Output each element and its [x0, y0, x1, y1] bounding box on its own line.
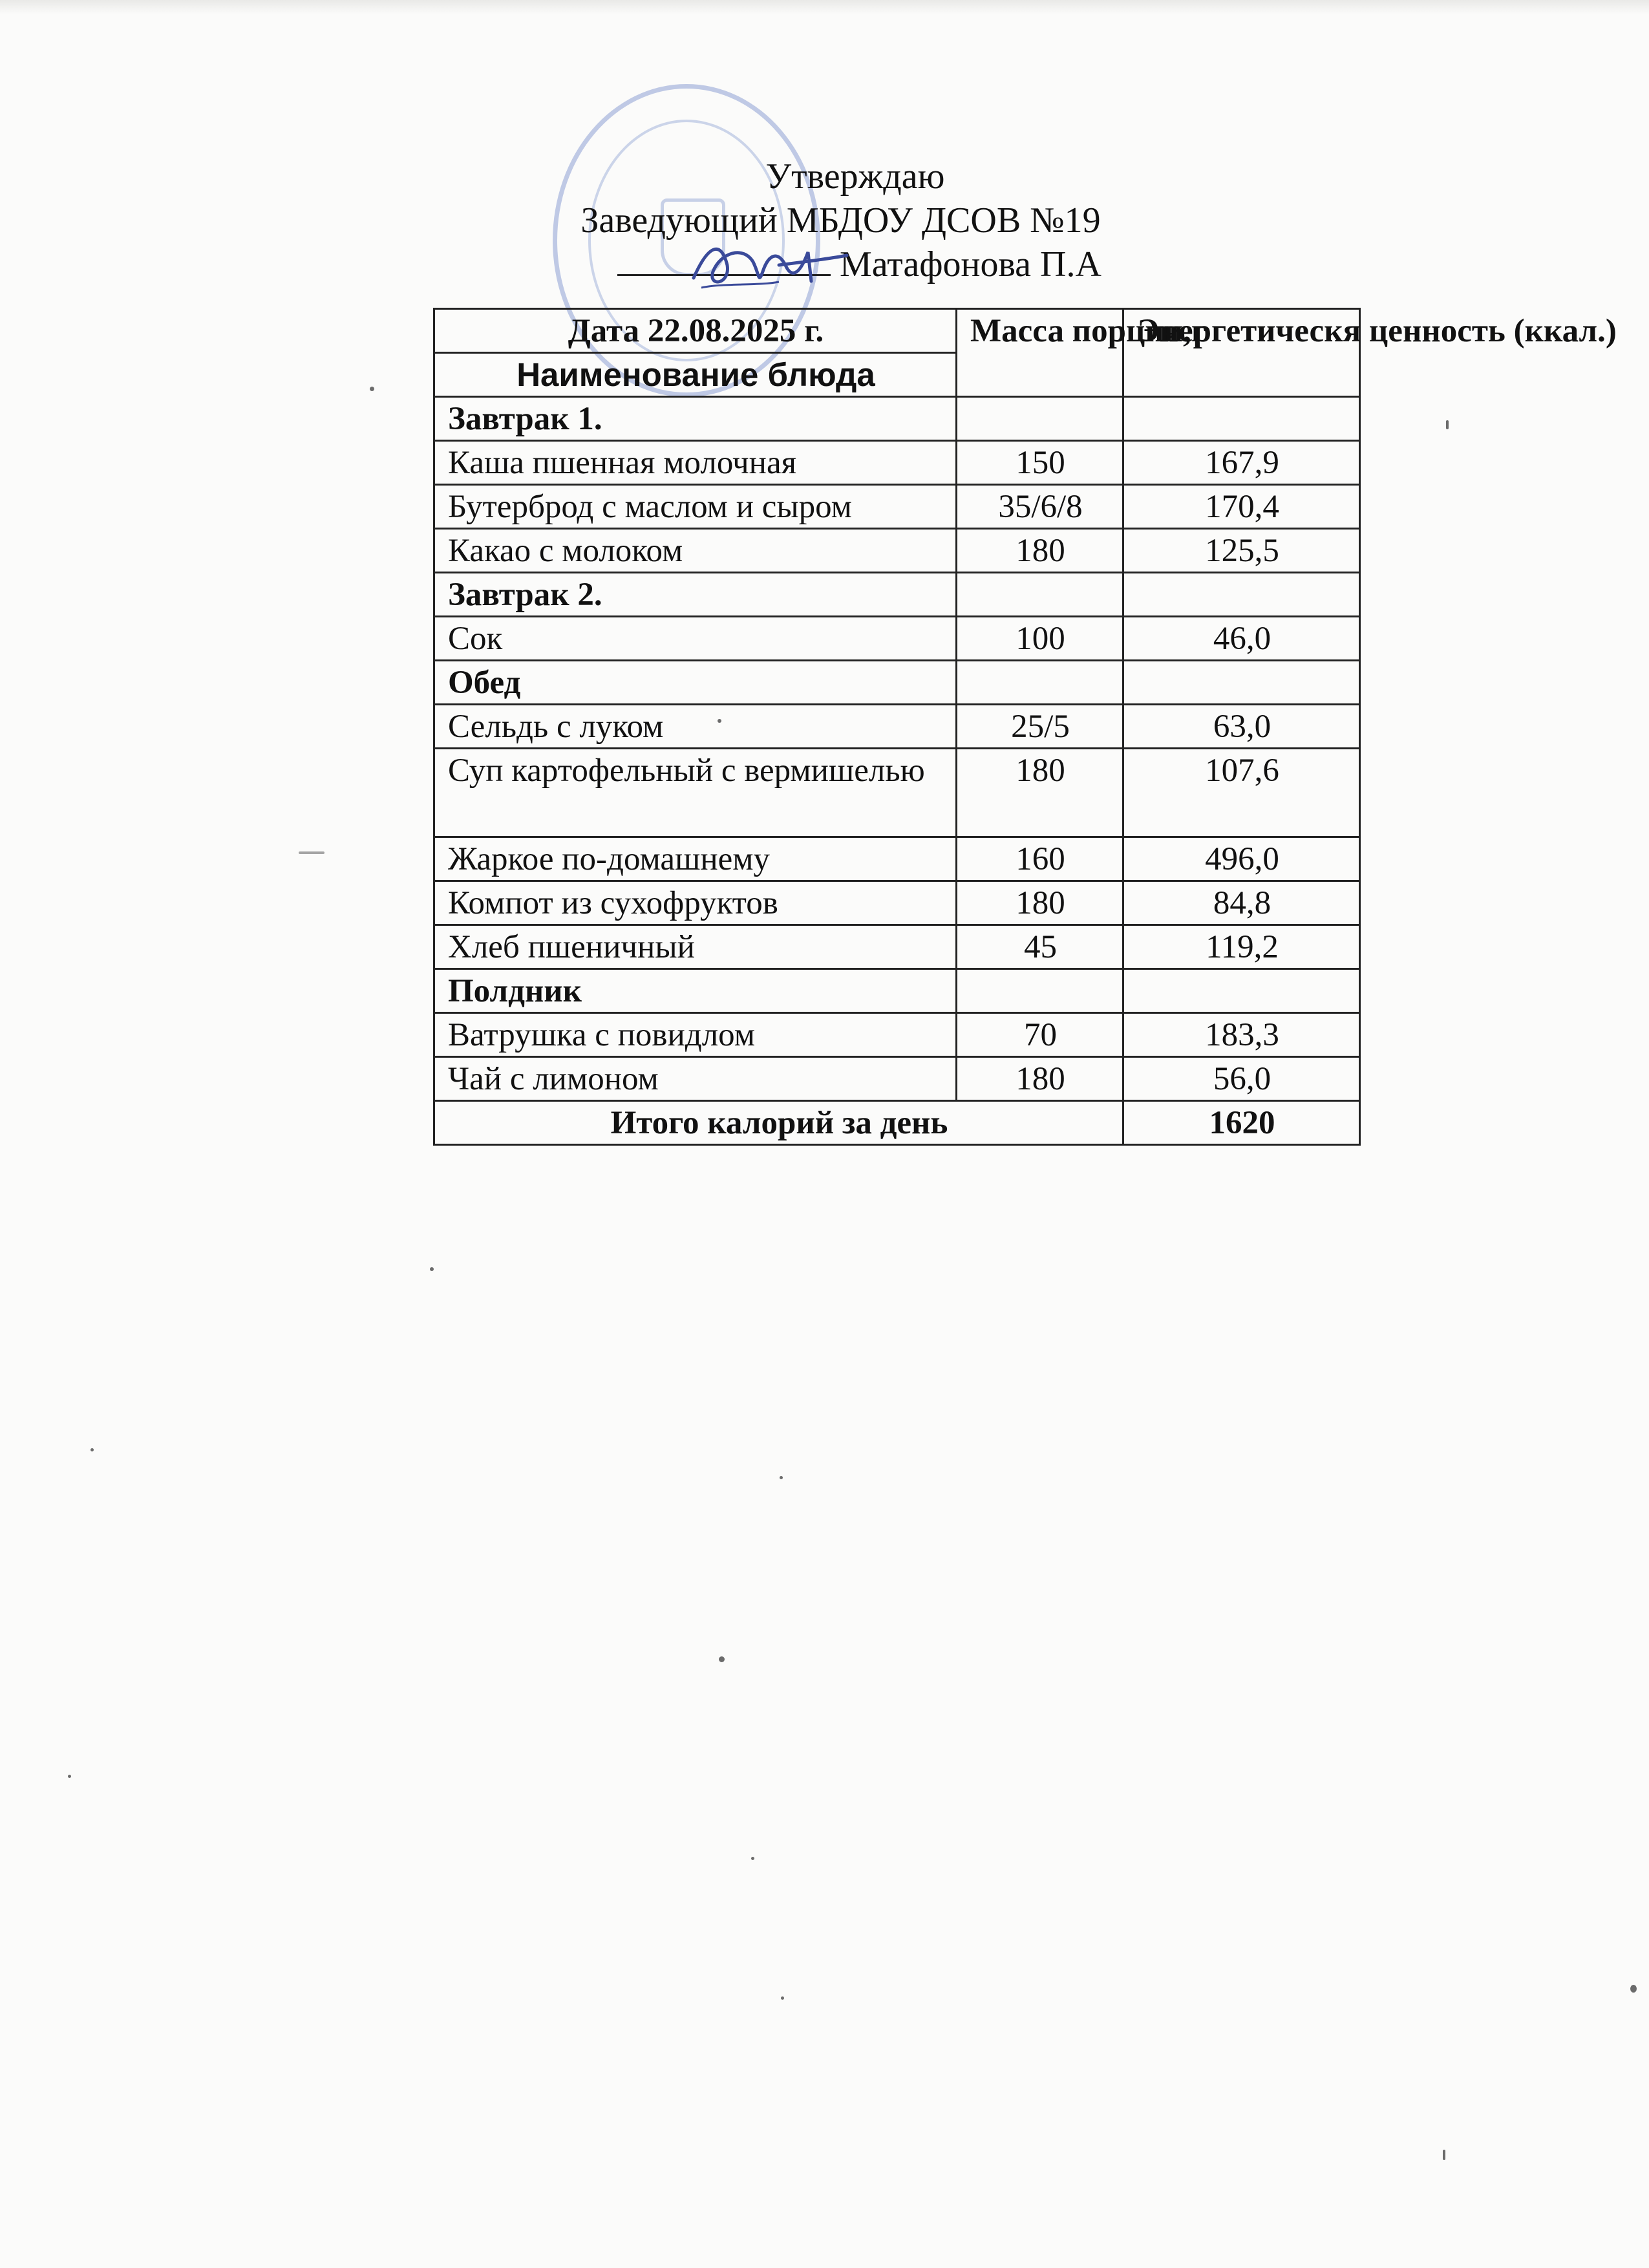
total-label: Итого калорий за день — [434, 1101, 1123, 1145]
scan-speck — [781, 1996, 784, 2000]
portion-mass: 25/5 — [957, 705, 1123, 749]
menu-table — [433, 308, 1617, 1146]
energy-value: 496,0 — [1123, 837, 1360, 881]
energy-value: 107,6 — [1123, 749, 1360, 837]
dish-name: Жаркое по-домашнему — [434, 837, 957, 881]
dish-name: Чай с лимоном — [434, 1057, 957, 1101]
scan-speck — [1443, 2150, 1445, 2160]
table-row — [434, 529, 1360, 573]
dish-name: Компот из сухофруктов — [434, 881, 957, 925]
menu-date: Дата 22.08.2025 г. — [434, 309, 957, 353]
column-header-mass: Масса порции,г — [957, 309, 1123, 397]
section-row — [434, 573, 1360, 617]
table-header-row — [434, 309, 1360, 353]
portion-mass: 100 — [957, 617, 1123, 661]
energy-value — [1123, 969, 1360, 1013]
section-title: Завтрак 2. — [434, 573, 957, 617]
dish-name: Суп картофельный с вермишелью — [434, 749, 957, 837]
scan-speck — [1630, 1985, 1637, 1993]
portion-mass — [957, 573, 1123, 617]
portion-mass — [957, 969, 1123, 1013]
portion-mass: 180 — [957, 749, 1123, 837]
section-title: Обед — [434, 661, 957, 705]
portion-mass: 35/6/8 — [957, 485, 1123, 529]
approval-position: Заведующий МБДОУ ДСОВ №19 — [580, 200, 1101, 241]
total-value: 1620 — [1123, 1101, 1360, 1145]
total-row — [434, 1101, 1360, 1145]
scan-speck — [68, 1775, 71, 1778]
portion-mass: 160 — [957, 837, 1123, 881]
dish-name: Бутерброд с маслом и сыром — [434, 485, 957, 529]
energy-value: 84,8 — [1123, 881, 1360, 925]
energy-value: 56,0 — [1123, 1057, 1360, 1101]
scan-speck — [299, 851, 324, 854]
table-row — [434, 837, 1360, 881]
section-title: Завтрак 1. — [434, 397, 957, 441]
table-row — [434, 1013, 1360, 1057]
scan-edge — [0, 0, 1649, 14]
table-row — [434, 617, 1360, 661]
portion-mass: 180 — [957, 1057, 1123, 1101]
handwritten-signature — [682, 226, 850, 297]
table-row — [434, 749, 1360, 837]
energy-value: 183,3 — [1123, 1013, 1360, 1057]
dish-name: Какао с молоком — [434, 529, 957, 573]
section-row — [434, 661, 1360, 705]
energy-value: 63,0 — [1123, 705, 1360, 749]
portion-mass: 70 — [957, 1013, 1123, 1057]
energy-value: 119,2 — [1123, 925, 1360, 969]
table-row — [434, 441, 1360, 485]
portion-mass: 180 — [957, 881, 1123, 925]
portion-mass — [957, 661, 1123, 705]
dish-name: Ватрушка с повидлом — [434, 1013, 957, 1057]
scan-speck — [1446, 420, 1449, 429]
approval-title: Утверждаю — [765, 156, 945, 197]
section-title: Полдник — [434, 969, 957, 1013]
table-row — [434, 1057, 1360, 1101]
table-row — [434, 705, 1360, 749]
portion-mass — [957, 397, 1123, 441]
portion-mass: 45 — [957, 925, 1123, 969]
table-row — [434, 925, 1360, 969]
energy-value: 46,0 — [1123, 617, 1360, 661]
portion-mass: 180 — [957, 529, 1123, 573]
energy-value: 125,5 — [1123, 529, 1360, 573]
scan-speck — [370, 387, 374, 391]
dish-name: Хлеб пшеничный — [434, 925, 957, 969]
dish-name: Сельдь с луком — [434, 705, 957, 749]
scan-speck — [751, 1857, 754, 1860]
dish-name: Каша пшенная молочная — [434, 441, 957, 485]
energy-value — [1123, 661, 1360, 705]
dish-name: Сок — [434, 617, 957, 661]
section-row — [434, 397, 1360, 441]
column-header-dish: Наименование блюда — [434, 353, 957, 397]
scan-speck — [719, 1656, 725, 1662]
energy-value — [1123, 397, 1360, 441]
scan-speck — [430, 1267, 434, 1271]
energy-value: 167,9 — [1123, 441, 1360, 485]
energy-value — [1123, 573, 1360, 617]
table-row — [434, 881, 1360, 925]
table-row — [434, 485, 1360, 529]
approval-signer-name: Матафонова П.А — [840, 244, 1101, 284]
scan-speck — [90, 1448, 94, 1451]
scan-speck — [780, 1476, 783, 1479]
energy-value: 170,4 — [1123, 485, 1360, 529]
column-header-energy: Энергетическя ценность (ккал.) — [1123, 309, 1360, 397]
section-row — [434, 969, 1360, 1013]
portion-mass: 150 — [957, 441, 1123, 485]
